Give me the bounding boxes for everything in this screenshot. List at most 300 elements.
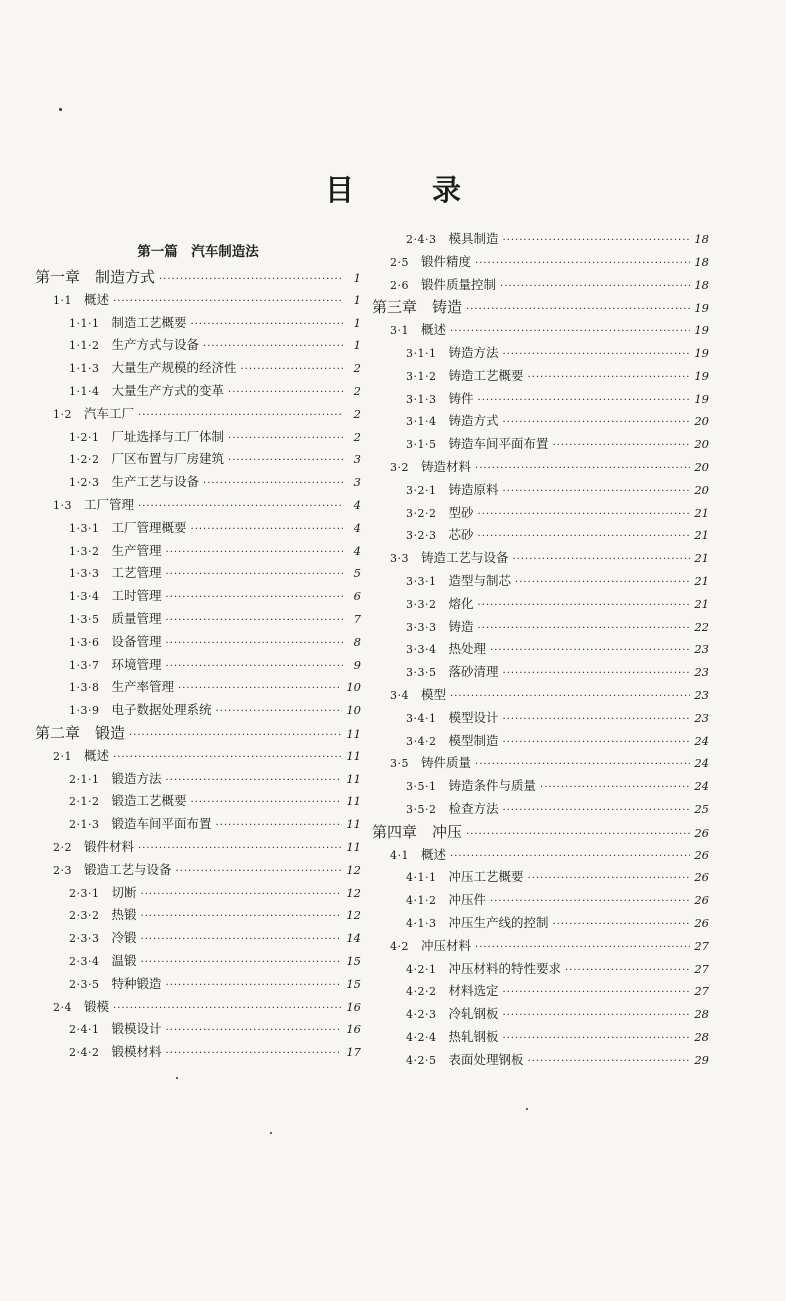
page-number: 11 bbox=[346, 771, 361, 786]
toc-entry bbox=[372, 980, 709, 1003]
section-title: 铸造方法 bbox=[448, 344, 499, 360]
page-title: 目 录 bbox=[324, 173, 496, 207]
section-title: 热处理 bbox=[448, 641, 487, 657]
page-number: 19 bbox=[694, 301, 709, 316]
section-number: 3·4·2 bbox=[406, 734, 437, 748]
section-number: 1·1·3 bbox=[69, 362, 100, 376]
section-number: 2·5 bbox=[390, 255, 409, 269]
section-number: 4·1 bbox=[390, 848, 409, 862]
page-number: 12 bbox=[346, 862, 361, 877]
dot-leader bbox=[203, 336, 343, 359]
section-number: 1·2·2 bbox=[69, 453, 100, 467]
toc-entry bbox=[372, 844, 709, 867]
section-title: 第二章 锻造 bbox=[35, 723, 126, 742]
page-number: 10 bbox=[346, 703, 361, 718]
toc-entry bbox=[35, 699, 361, 722]
section-number: 3·1 bbox=[390, 324, 409, 338]
section-title: 厂址选择与工厂体制 bbox=[111, 428, 225, 444]
section-title: 概述 bbox=[84, 747, 110, 763]
dot-leader bbox=[450, 686, 690, 709]
page-number: 28 bbox=[694, 1029, 709, 1044]
toc-entry bbox=[35, 813, 361, 836]
toc-entry bbox=[35, 654, 361, 677]
section-number: 2·4·1 bbox=[69, 1023, 100, 1037]
section-title: 模型 bbox=[421, 686, 447, 702]
toc-entry bbox=[372, 388, 709, 411]
section-number: 3·5·1 bbox=[406, 780, 437, 794]
section-title: 第一篇 汽车制造法 bbox=[137, 244, 259, 260]
section-number: 2·3·5 bbox=[69, 977, 100, 991]
section-title: 铸件 bbox=[448, 390, 474, 406]
toc-entry bbox=[372, 410, 709, 433]
section-number: 4·1·2 bbox=[406, 894, 437, 908]
dot-leader bbox=[450, 846, 690, 869]
section-number: 1·1 bbox=[53, 293, 72, 307]
dot-leader bbox=[191, 519, 343, 542]
dot-leader bbox=[166, 770, 343, 793]
toc-entry bbox=[35, 882, 361, 905]
dot-leader bbox=[478, 595, 691, 618]
section-title: 锻模 bbox=[84, 998, 110, 1014]
page-number: 1 bbox=[353, 315, 361, 330]
page-number: 20 bbox=[694, 482, 709, 497]
page-number: 25 bbox=[694, 801, 709, 816]
dot-leader bbox=[166, 542, 343, 565]
section-title: 检查方法 bbox=[448, 800, 499, 816]
section-title: 冷轧钢板 bbox=[448, 1006, 499, 1022]
section-number: 4·2 bbox=[390, 939, 409, 953]
page-number: 15 bbox=[346, 976, 361, 991]
dot-leader bbox=[475, 458, 690, 481]
section-title: 铸造原料 bbox=[448, 481, 499, 497]
dot-leader bbox=[113, 998, 342, 1021]
section-title: 铸造方式 bbox=[448, 413, 499, 429]
page-number: 1 bbox=[353, 292, 361, 307]
page-number: 11 bbox=[346, 726, 361, 741]
dot-leader bbox=[191, 314, 343, 337]
dot-leader bbox=[166, 633, 343, 656]
section-title: 表面处理钢板 bbox=[448, 1051, 524, 1067]
page-number: 21 bbox=[694, 551, 709, 566]
dot-leader bbox=[478, 504, 691, 527]
scan-speck bbox=[270, 1132, 272, 1134]
page-number: 19 bbox=[694, 368, 709, 383]
page-number: 8 bbox=[353, 634, 361, 649]
section-title: 锻件材料 bbox=[84, 838, 135, 854]
toc-entry bbox=[35, 631, 361, 654]
toc-entry bbox=[35, 1041, 361, 1064]
toc-chapter bbox=[372, 821, 709, 844]
section-title: 造型与制芯 bbox=[448, 572, 512, 588]
scan-speck bbox=[59, 108, 62, 111]
page-number: 18 bbox=[694, 277, 709, 292]
section-number: 2·3 bbox=[53, 863, 72, 877]
page-number: 4 bbox=[353, 520, 361, 535]
dot-leader bbox=[191, 792, 343, 815]
section-title: 工时管理 bbox=[111, 588, 162, 604]
section-title: 锻件精度 bbox=[421, 253, 472, 269]
section-title: 锻模材料 bbox=[111, 1044, 162, 1060]
toc-entry bbox=[372, 1003, 709, 1026]
page-number: 23 bbox=[694, 642, 709, 657]
dot-leader bbox=[553, 914, 691, 937]
toc-entry bbox=[372, 661, 709, 684]
section-title: 特种锻造 bbox=[111, 975, 162, 991]
section-number: 2·2 bbox=[53, 840, 72, 854]
dot-leader bbox=[178, 678, 342, 701]
page-number: 7 bbox=[353, 611, 361, 626]
section-title: 生产工艺与设备 bbox=[111, 474, 200, 490]
toc-entry bbox=[35, 562, 361, 585]
section-number: 3·3·3 bbox=[406, 620, 437, 634]
section-title: 电子数据处理系统 bbox=[111, 702, 212, 718]
toc-entry bbox=[372, 889, 709, 912]
page-number: 11 bbox=[346, 817, 361, 832]
dot-leader bbox=[138, 838, 342, 861]
dot-leader bbox=[503, 732, 691, 755]
section-title: 铸件质量 bbox=[421, 755, 472, 771]
toc-right-column bbox=[372, 228, 709, 1071]
dot-leader bbox=[216, 701, 343, 724]
page-number: 19 bbox=[694, 391, 709, 406]
page-number: 2 bbox=[353, 383, 361, 398]
page-number: 18 bbox=[694, 254, 709, 269]
toc-chapter bbox=[35, 266, 361, 289]
section-title: 冲压生产线的控制 bbox=[448, 914, 549, 930]
section-title: 冲压材料 bbox=[421, 937, 472, 953]
toc-entry bbox=[372, 638, 709, 661]
dot-leader bbox=[503, 982, 691, 1005]
toc-entry bbox=[35, 403, 361, 426]
section-number: 2·3·4 bbox=[69, 954, 100, 968]
dot-leader bbox=[228, 450, 343, 473]
toc-entry bbox=[372, 228, 709, 251]
section-title: 锻造车间平面布置 bbox=[111, 816, 212, 832]
page-number: 20 bbox=[694, 437, 709, 452]
section-title: 切断 bbox=[111, 884, 137, 900]
page-number: 27 bbox=[694, 961, 709, 976]
section-number: 4·2·4 bbox=[406, 1030, 437, 1044]
page-number: 26 bbox=[694, 893, 709, 908]
section-title: 冲压工艺概要 bbox=[448, 869, 524, 885]
section-title: 冲压件 bbox=[448, 892, 487, 908]
section-number: 3·1·1 bbox=[406, 346, 437, 360]
section-title: 材料选定 bbox=[448, 983, 499, 999]
dot-leader bbox=[113, 291, 343, 314]
toc-entry bbox=[35, 904, 361, 927]
toc-entry bbox=[35, 836, 361, 859]
toc-entry bbox=[35, 1018, 361, 1041]
toc-entry bbox=[35, 334, 361, 357]
dot-leader bbox=[166, 656, 343, 679]
section-title: 生产率管理 bbox=[111, 679, 175, 695]
toc-entry bbox=[372, 342, 709, 365]
dot-leader bbox=[450, 321, 690, 344]
section-title: 第四章 冲压 bbox=[372, 822, 463, 841]
toc-entry bbox=[35, 859, 361, 882]
section-number: 1·3·1 bbox=[69, 521, 100, 535]
toc-entry bbox=[372, 570, 709, 593]
section-number: 1·3 bbox=[53, 498, 72, 512]
dot-leader bbox=[113, 747, 342, 770]
page-number: 2 bbox=[353, 406, 361, 421]
section-title: 工厂管理 bbox=[84, 496, 135, 512]
page-number: 19 bbox=[694, 323, 709, 338]
section-number: 2·4·2 bbox=[69, 1046, 100, 1060]
dot-leader bbox=[475, 754, 690, 777]
page-number: 24 bbox=[694, 733, 709, 748]
section-number: 2·3·2 bbox=[69, 909, 100, 923]
dot-leader bbox=[141, 952, 343, 975]
page-number: 17 bbox=[346, 1045, 361, 1060]
section-number: 2·4 bbox=[53, 1000, 72, 1014]
toc-entry bbox=[35, 950, 361, 973]
toc-entry bbox=[372, 752, 709, 775]
section-number: 1·3·3 bbox=[69, 567, 100, 581]
section-number: 1·2·3 bbox=[69, 476, 100, 490]
section-number: 3·1·3 bbox=[406, 392, 437, 406]
section-title: 型砂 bbox=[448, 504, 474, 520]
section-number: 1·1·1 bbox=[69, 316, 100, 330]
dot-leader bbox=[528, 868, 691, 891]
toc-entry bbox=[372, 524, 709, 547]
dot-leader bbox=[475, 253, 690, 276]
section-number: 1·3·5 bbox=[69, 612, 100, 626]
dot-leader bbox=[500, 276, 690, 299]
page-number: 28 bbox=[694, 1007, 709, 1022]
section-title: 铸造工艺与设备 bbox=[421, 550, 509, 566]
dot-leader bbox=[166, 564, 343, 587]
section-number: 3·3·2 bbox=[406, 597, 437, 611]
dot-leader bbox=[141, 929, 343, 952]
page-number: 4 bbox=[353, 497, 361, 512]
page-number: 22 bbox=[694, 619, 709, 634]
section-title: 锻造工艺与设备 bbox=[84, 861, 172, 877]
toc-entry bbox=[35, 494, 361, 517]
toc-entry bbox=[35, 790, 361, 813]
section-title: 芯砂 bbox=[448, 527, 474, 543]
page-number: 24 bbox=[694, 779, 709, 794]
page-number: 27 bbox=[694, 938, 709, 953]
page-number: 16 bbox=[346, 999, 361, 1014]
section-title: 温锻 bbox=[111, 952, 137, 968]
section-title: 概述 bbox=[421, 322, 447, 338]
page-number: 20 bbox=[694, 459, 709, 474]
section-number: 3·2·2 bbox=[406, 506, 437, 520]
page-number: 6 bbox=[353, 589, 361, 604]
page-number: 24 bbox=[694, 756, 709, 771]
toc-entry bbox=[372, 547, 709, 570]
dot-leader bbox=[490, 891, 690, 914]
part-heading bbox=[35, 238, 361, 266]
toc-entry bbox=[372, 707, 709, 730]
section-number: 1·3·4 bbox=[69, 590, 100, 604]
section-number: 1·2 bbox=[53, 407, 72, 421]
section-title: 设备管理 bbox=[111, 633, 162, 649]
section-number: 3·3·1 bbox=[406, 574, 437, 588]
page-number: 23 bbox=[694, 687, 709, 702]
dot-leader bbox=[478, 618, 691, 641]
dot-leader bbox=[138, 405, 343, 428]
dot-leader bbox=[503, 481, 691, 504]
dot-leader bbox=[166, 975, 343, 998]
page-number: 3 bbox=[353, 452, 361, 467]
scan-speck bbox=[176, 1077, 178, 1079]
section-number: 3·3·5 bbox=[406, 666, 437, 680]
toc-entry bbox=[372, 684, 709, 707]
page-number: 3 bbox=[353, 475, 361, 490]
toc-chapter bbox=[372, 296, 709, 319]
dot-leader bbox=[138, 496, 343, 519]
page-number: 15 bbox=[346, 953, 361, 968]
section-title: 锻造工艺概要 bbox=[111, 793, 187, 809]
section-number: 2·4·3 bbox=[406, 233, 437, 246]
section-title: 锻模设计 bbox=[111, 1021, 162, 1037]
section-title: 模具制造 bbox=[448, 231, 499, 246]
page-number: 23 bbox=[694, 710, 709, 725]
toc-entry bbox=[372, 593, 709, 616]
toc-entry bbox=[35, 927, 361, 950]
page-number: 27 bbox=[694, 984, 709, 999]
dot-leader bbox=[503, 1005, 691, 1028]
toc-entry bbox=[372, 251, 709, 274]
section-title: 铸造材料 bbox=[421, 458, 472, 474]
dot-leader bbox=[503, 709, 691, 732]
section-title: 热轧钢板 bbox=[448, 1028, 499, 1044]
page-number: 2 bbox=[353, 429, 361, 444]
toc-entry bbox=[35, 426, 361, 449]
section-title: 冷锻 bbox=[111, 930, 137, 946]
toc-entry bbox=[372, 1026, 709, 1049]
section-title: 模型设计 bbox=[448, 709, 499, 725]
section-number: 3·4 bbox=[390, 688, 409, 702]
section-title: 生产管理 bbox=[111, 542, 162, 558]
section-title: 铸造车间平面布置 bbox=[448, 436, 549, 452]
section-number: 1·3·7 bbox=[69, 658, 100, 672]
page-number: 11 bbox=[346, 748, 361, 763]
section-title: 模型制造 bbox=[448, 732, 499, 748]
dot-leader bbox=[513, 549, 691, 572]
toc-chapter bbox=[35, 722, 361, 745]
dot-leader bbox=[515, 572, 690, 595]
page-number: 21 bbox=[694, 573, 709, 588]
section-number: 1·3·6 bbox=[69, 635, 100, 649]
dot-leader bbox=[503, 1028, 691, 1051]
toc-entry bbox=[35, 676, 361, 699]
toc-entry bbox=[35, 996, 361, 1019]
toc-entry bbox=[372, 935, 709, 958]
section-title: 铸造工艺概要 bbox=[448, 367, 524, 383]
section-number: 1·2·1 bbox=[69, 430, 100, 444]
toc-entry bbox=[35, 357, 361, 380]
section-number: 2·1·2 bbox=[69, 795, 100, 809]
dot-leader bbox=[503, 230, 691, 253]
toc-entry bbox=[372, 1049, 709, 1072]
page-number: 9 bbox=[353, 657, 361, 672]
dot-leader bbox=[540, 777, 690, 800]
dot-leader bbox=[203, 473, 343, 496]
section-title: 生产方式与设备 bbox=[111, 337, 200, 353]
section-title: 锻件质量控制 bbox=[421, 276, 497, 292]
section-title: 概述 bbox=[84, 291, 110, 307]
scan-speck bbox=[526, 1108, 528, 1110]
section-number: 1·3·8 bbox=[69, 681, 100, 695]
toc-entry bbox=[372, 616, 709, 639]
section-number: 2·1·1 bbox=[69, 772, 100, 786]
toc-entry bbox=[35, 289, 361, 312]
section-title: 落砂清理 bbox=[448, 664, 499, 680]
toc-entry bbox=[35, 471, 361, 494]
dot-leader bbox=[141, 884, 343, 907]
section-number: 3·5·2 bbox=[406, 802, 437, 816]
section-number: 1·3·2 bbox=[69, 544, 100, 558]
section-title: 大量生产方式的变革 bbox=[111, 382, 225, 398]
dot-leader bbox=[166, 1043, 343, 1066]
dot-leader bbox=[553, 435, 691, 458]
toc-entry bbox=[35, 540, 361, 563]
page-number: 11 bbox=[346, 794, 361, 809]
page-number: 20 bbox=[694, 414, 709, 429]
toc-entry bbox=[372, 866, 709, 889]
section-title: 锻造方法 bbox=[111, 770, 162, 786]
section-title: 冲压材料的特性要求 bbox=[448, 960, 562, 976]
section-title: 工艺管理 bbox=[111, 565, 162, 581]
dot-leader bbox=[166, 1020, 343, 1043]
section-number: 2·3·3 bbox=[69, 932, 100, 946]
page-number: 21 bbox=[694, 528, 709, 543]
section-number: 4·2·1 bbox=[406, 962, 437, 976]
section-number: 3·5 bbox=[390, 757, 409, 771]
section-title: 汽车工厂 bbox=[84, 405, 135, 421]
dot-leader bbox=[475, 937, 690, 960]
toc-entry bbox=[372, 319, 709, 342]
section-number: 4·1·3 bbox=[406, 916, 437, 930]
page-number: 10 bbox=[346, 680, 361, 695]
toc-entry bbox=[35, 312, 361, 335]
section-number: 1·3·9 bbox=[69, 704, 100, 718]
toc-entry bbox=[35, 745, 361, 768]
section-number: 2·1·3 bbox=[69, 818, 100, 832]
page-number: 26 bbox=[694, 870, 709, 885]
section-number: 3·1·4 bbox=[406, 415, 437, 429]
section-number: 4·1·1 bbox=[406, 871, 437, 885]
dot-leader bbox=[503, 344, 691, 367]
section-title: 第一章 制造方式 bbox=[35, 268, 156, 286]
dot-leader bbox=[166, 587, 343, 610]
dot-leader bbox=[503, 663, 691, 686]
section-number: 2·1 bbox=[53, 749, 72, 763]
page-number: 21 bbox=[694, 596, 709, 611]
page-number: 23 bbox=[694, 665, 709, 680]
section-title: 质量管理 bbox=[111, 610, 162, 626]
section-title: 厂区布置与厂房建筑 bbox=[111, 451, 225, 467]
toc-entry bbox=[372, 479, 709, 502]
dot-leader bbox=[141, 906, 343, 929]
section-number: 3·2·1 bbox=[406, 483, 437, 497]
page-number: 12 bbox=[346, 908, 361, 923]
section-number: 3·4·1 bbox=[406, 711, 437, 725]
dot-leader bbox=[241, 359, 343, 382]
dot-leader bbox=[528, 367, 691, 390]
dot-leader bbox=[565, 960, 690, 983]
section-number: 1·1·4 bbox=[69, 384, 100, 398]
section-number: 3·3·4 bbox=[406, 643, 437, 657]
page-number: 5 bbox=[353, 566, 361, 581]
section-number: 4·2·5 bbox=[406, 1053, 437, 1067]
section-title: 制造工艺概要 bbox=[111, 314, 187, 330]
toc-entry bbox=[35, 517, 361, 540]
page-number: 11 bbox=[346, 839, 361, 854]
